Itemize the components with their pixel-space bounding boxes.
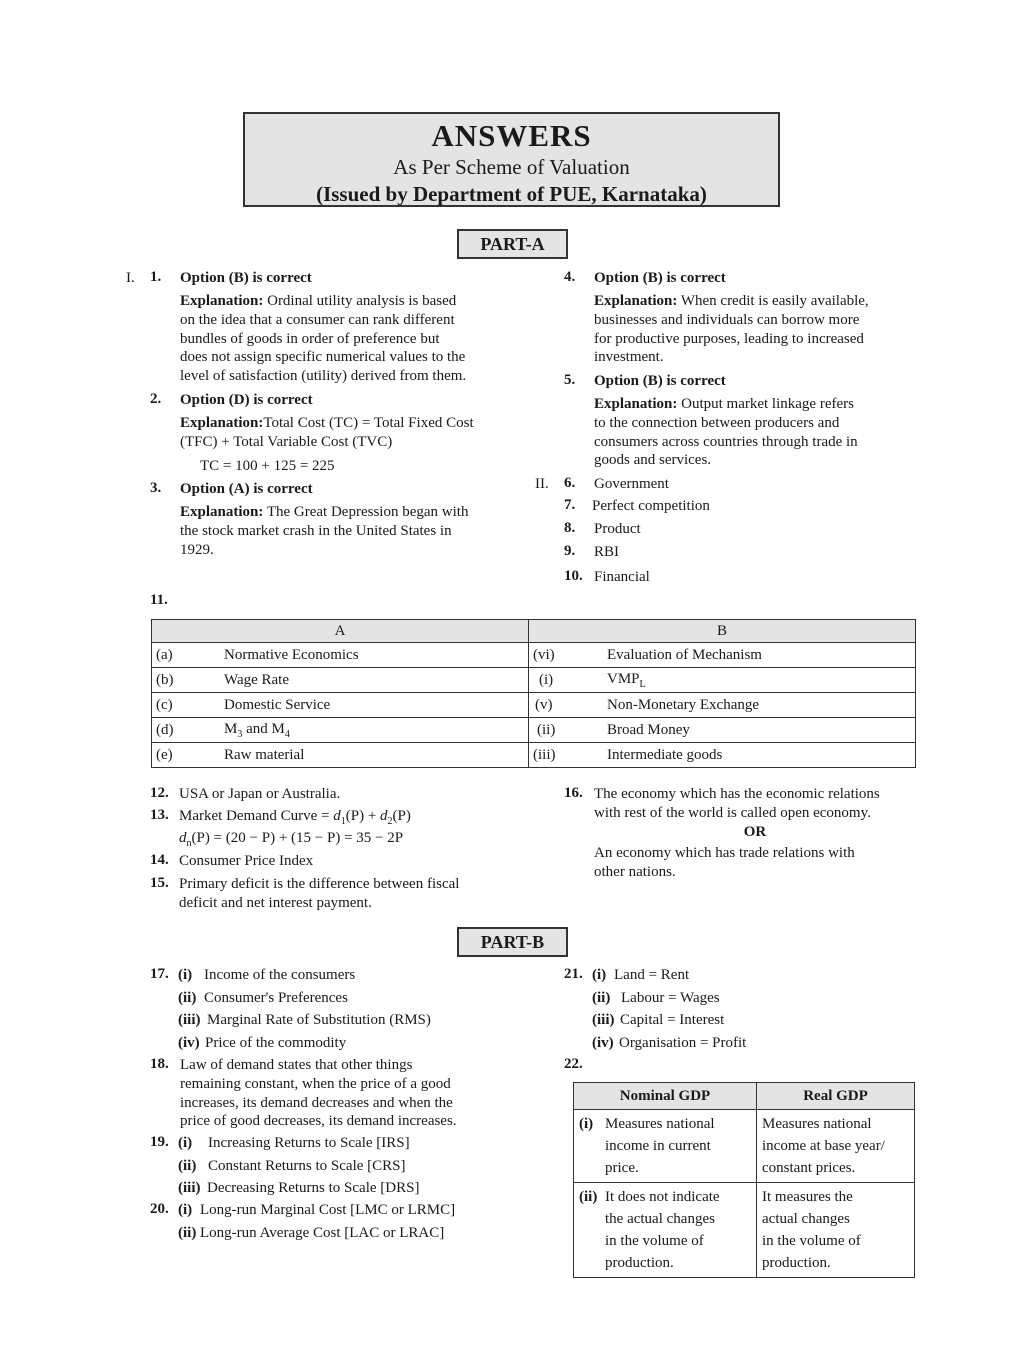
q3-line: The Great Depression began with [266, 504, 469, 520]
q3-explanation-label: Explanation: [180, 504, 264, 520]
q17-marker: (iii) [178, 1012, 201, 1028]
row-item-a: Wage Rate [212, 668, 529, 693]
q19-marker: (iii) [178, 1180, 201, 1196]
q13-sub1: 1 [340, 816, 346, 827]
row-item-a: Normative Economics [212, 643, 529, 668]
q17-marker: (i) [178, 967, 193, 983]
real-gdp-cell [757, 1183, 915, 1278]
q19-item: Constant Returns to Scale [CRS] [208, 1157, 406, 1174]
and-m-text: and M [242, 720, 285, 737]
q4-explanation [594, 292, 916, 367]
gdp-table-header [574, 1083, 915, 1110]
row-index-a: (a) [152, 643, 213, 668]
q13-dn: d [179, 830, 187, 846]
cell-line: constant prices. [762, 1160, 856, 1176]
row-index-b: (v) [529, 693, 596, 718]
q2-formula: TC = 100 + 125 = 225 [200, 458, 335, 474]
q5-number: 5. [564, 372, 576, 388]
row-index-b: (i) [529, 668, 596, 693]
q4-line: investment. [594, 349, 664, 366]
vmp-subscript: L [639, 678, 646, 690]
q13-number: 13. [150, 807, 169, 823]
m3-subscript: 3 [237, 728, 243, 740]
row-item-b: Evaluation of Mechanism [595, 643, 916, 668]
row-index-a: (d) [152, 718, 213, 743]
q4-line: When credit is easily available, [680, 293, 869, 309]
q16-line: with rest of the world is called open economy. [594, 804, 871, 821]
q3-answer: Option (A) is correct [180, 481, 313, 497]
real-gdp-cell [757, 1110, 915, 1183]
q13-mid: (P) + [345, 808, 381, 824]
q4-line: businesses and individuals can borrow more [594, 311, 860, 328]
q4-explanation-label: Explanation: [594, 293, 678, 309]
q1-line: bundles of goods in order of preference but [180, 330, 440, 347]
q9-number: 9. [564, 543, 576, 559]
q18-line: remaining constant, when the price of a good [180, 1075, 451, 1092]
q1-line: level of satisfaction (utility) derived from them. [180, 368, 467, 385]
q18-answer [180, 1056, 502, 1131]
q8-answer: Product [594, 521, 641, 537]
q4-line: for productive purposes, leading to increased [594, 330, 864, 347]
q15-answer [179, 875, 502, 913]
q17-item: Price of the commodity [205, 1034, 347, 1051]
q19-item: Decreasing Returns to Scale [DRS] [207, 1180, 420, 1196]
q5-line: to the connection between producers and [594, 414, 840, 431]
q16-answer [594, 785, 916, 882]
q18-line: increases, its demand decreases and when the [180, 1094, 453, 1111]
q16-line: other nations. [594, 864, 676, 881]
row-marker: (i) [579, 1116, 594, 1132]
q13-text: Market Demand Curve = [179, 808, 334, 824]
q1-line: Ordinal utility analysis is based [267, 293, 457, 309]
cell-line: actual changes [762, 1211, 850, 1227]
table-row [152, 643, 916, 668]
q15-line: deficit and net interest payment. [179, 894, 372, 911]
q3-number: 3. [150, 480, 162, 496]
q17-item: Marginal Rate of Substitution (RMS) [207, 1012, 431, 1028]
row-item-b: Broad Money [595, 718, 916, 743]
q14-number: 14. [150, 852, 169, 868]
q21-marker: (ii) [592, 989, 611, 1006]
cell-line: It measures the [762, 1189, 853, 1205]
q5-line: consumers across countries through trade in [594, 433, 858, 450]
q18-number: 18. [150, 1056, 169, 1072]
q1-line: on the idea that a consumer can rank different [180, 311, 455, 328]
row-marker: (ii) [579, 1189, 598, 1205]
q2-line: (TFC) + Total Variable Cost (TVC) [180, 433, 393, 450]
cell-line: price. [605, 1160, 639, 1176]
q21-item: Capital = Interest [620, 1012, 725, 1028]
q1-answer: Option (B) is correct [180, 270, 312, 286]
cell-line: income in current [605, 1138, 711, 1154]
q4-answer: Option (B) is correct [594, 270, 726, 286]
q17-item: Consumer's Preferences [204, 989, 348, 1006]
q13-line2 [179, 829, 403, 854]
q2-number: 2. [150, 391, 162, 407]
q4-number: 4. [564, 269, 576, 285]
q21-item: Labour = Wages [621, 989, 720, 1006]
table-row [574, 1110, 915, 1183]
match-table-header [152, 620, 916, 643]
q9-answer: RBI [594, 544, 620, 560]
q6-answer: Government [594, 476, 669, 492]
section-i-marker: I. [126, 270, 135, 286]
row-item-a: Raw material [212, 743, 529, 768]
row-index-b: (iii) [529, 743, 596, 768]
q5-line: goods and services. [594, 452, 712, 469]
cell-line: the actual changes [605, 1211, 715, 1227]
q20-marker: (i) [178, 1202, 193, 1218]
vmp-text: VMP [607, 670, 640, 687]
row-index-a: (e) [152, 743, 213, 768]
q7-answer: Perfect competition [592, 498, 710, 514]
q17-marker: (ii) [178, 989, 197, 1006]
q21-number: 21. [564, 966, 583, 982]
row-index-b: (ii) [529, 718, 596, 743]
q16-line: The economy which has the economic relations [594, 786, 880, 802]
m-text: M [224, 720, 238, 737]
table-row [152, 668, 916, 693]
q18-line: price of good decreases, its demand increases. [180, 1113, 457, 1130]
match-table [151, 619, 916, 768]
q15-line: Primary deficit is the difference between fiscal [179, 876, 460, 892]
page-subtitle-issuer: (Issued by Department of PUE, Karnataka) [316, 182, 707, 206]
q21-item: Land = Rent [614, 967, 690, 983]
q19-marker: (ii) [178, 1157, 197, 1174]
q1-explanation-label: Explanation: [180, 293, 264, 309]
page-title: ANSWERS [431, 118, 592, 153]
row-item-b [595, 668, 916, 693]
q2-line: Total Cost (TC) = Total Fixed Cost [263, 415, 474, 431]
q20-marker: (ii) [178, 1224, 197, 1241]
q13-line2-text: (P) = (20 − P) + (15 − P) = 35 − 2P [191, 830, 404, 846]
q1-number: 1. [150, 269, 162, 285]
cell-line: production. [605, 1255, 674, 1271]
row-index-a: (b) [152, 668, 213, 693]
q16-line: An economy which has trade relations with [594, 845, 855, 862]
q3-explanation [180, 503, 502, 559]
q2-explanation-label: Explanation: [180, 415, 264, 431]
q10-answer: Financial [594, 569, 650, 585]
q16-or: OR [743, 823, 767, 840]
q19-marker: (i) [178, 1135, 193, 1151]
q12-number: 12. [150, 785, 169, 801]
q5-line: Output market linkage refers [681, 396, 854, 412]
row-item-a: Domestic Service [212, 693, 529, 718]
cell-line: in the volume of [762, 1233, 861, 1249]
q5-explanation [594, 395, 916, 470]
part-b-heading: PART-B [457, 927, 568, 957]
cell-line: in the volume of [605, 1233, 704, 1249]
row-item-b: Intermediate goods [595, 743, 916, 768]
cell-line: Measures national [605, 1116, 715, 1132]
q21-items [592, 966, 746, 1056]
q8-number: 8. [564, 520, 576, 536]
cell-line: production. [762, 1255, 831, 1271]
nominal-gdp-cell [574, 1183, 757, 1278]
q21-marker: (i) [592, 967, 607, 983]
q14-answer: Consumer Price Index [179, 853, 314, 869]
q18-line: Law of demand states that other things [180, 1057, 413, 1073]
part-a-heading: PART-A [457, 229, 568, 259]
q21-marker: (iv) [592, 1034, 614, 1051]
q17-number: 17. [150, 966, 169, 982]
cell-line: It does not indicate [605, 1189, 720, 1205]
column-b-header: B [529, 620, 916, 643]
table-row [574, 1183, 915, 1278]
row-item-b: Non-Monetary Exchange [595, 693, 916, 718]
q13-end: (P) [392, 808, 411, 824]
q16-number: 16. [564, 785, 583, 801]
nominal-gdp-cell [574, 1110, 757, 1183]
q20-item: Long-run Average Cost [LAC or LRAC] [200, 1224, 445, 1241]
q17-items [178, 966, 431, 1056]
section-ii-marker: II. [535, 476, 549, 492]
table-row [152, 718, 916, 743]
cell-line: income at base year/ [762, 1138, 885, 1154]
q1-explanation [180, 292, 502, 386]
q21-marker: (iii) [592, 1012, 615, 1028]
q2-answer: Option (D) is correct [180, 392, 313, 408]
q22-number: 22. [564, 1056, 583, 1072]
real-gdp-header: Real GDP [757, 1083, 915, 1110]
column-a-header: A [152, 620, 529, 643]
q19-item: Increasing Returns to Scale [IRS] [208, 1135, 410, 1151]
page-subtitle: As Per Scheme of Valuation [393, 155, 630, 179]
q11-number: 11. [150, 592, 168, 608]
row-item-a [212, 718, 529, 743]
q7-number: 7. [564, 497, 576, 513]
q15-number: 15. [150, 875, 169, 891]
q13-sub2: 2 [387, 816, 393, 827]
q2-explanation [180, 414, 502, 452]
q12-answer: USA or Japan or Australia. [179, 786, 341, 802]
q13-d1: d [333, 808, 341, 824]
q19-number: 19. [150, 1134, 169, 1150]
q13-d2: d [380, 808, 388, 824]
q5-answer: Option (B) is correct [594, 373, 726, 389]
q6-number: 6. [564, 475, 576, 491]
q3-line: the stock market crash in the United States in [180, 522, 452, 539]
q19-items [178, 1134, 419, 1202]
cell-line: Measures national [762, 1116, 872, 1132]
table-row [152, 693, 916, 718]
table-row [152, 743, 916, 768]
q13-sub-n: n [186, 838, 192, 849]
q3-line: 1929. [180, 541, 214, 558]
q10-number: 10. [564, 568, 583, 584]
q5-explanation-label: Explanation: [594, 396, 678, 412]
m4-subscript: 4 [284, 728, 290, 740]
q17-marker: (iv) [178, 1034, 200, 1051]
q21-item: Organisation = Profit [619, 1034, 747, 1051]
q1-line: does not assign specific numerical values to the [180, 349, 466, 366]
answers-header-box [243, 112, 780, 207]
gdp-comparison-table [573, 1082, 915, 1278]
nominal-gdp-header: Nominal GDP [574, 1083, 757, 1110]
q20-item: Long-run Marginal Cost [LMC or LRMC] [200, 1202, 456, 1218]
row-index-a: (c) [152, 693, 213, 718]
q17-item: Income of the consumers [204, 967, 356, 983]
q20-number: 20. [150, 1201, 169, 1217]
row-index-b: (vi) [529, 643, 596, 668]
q20-items [178, 1201, 455, 1246]
